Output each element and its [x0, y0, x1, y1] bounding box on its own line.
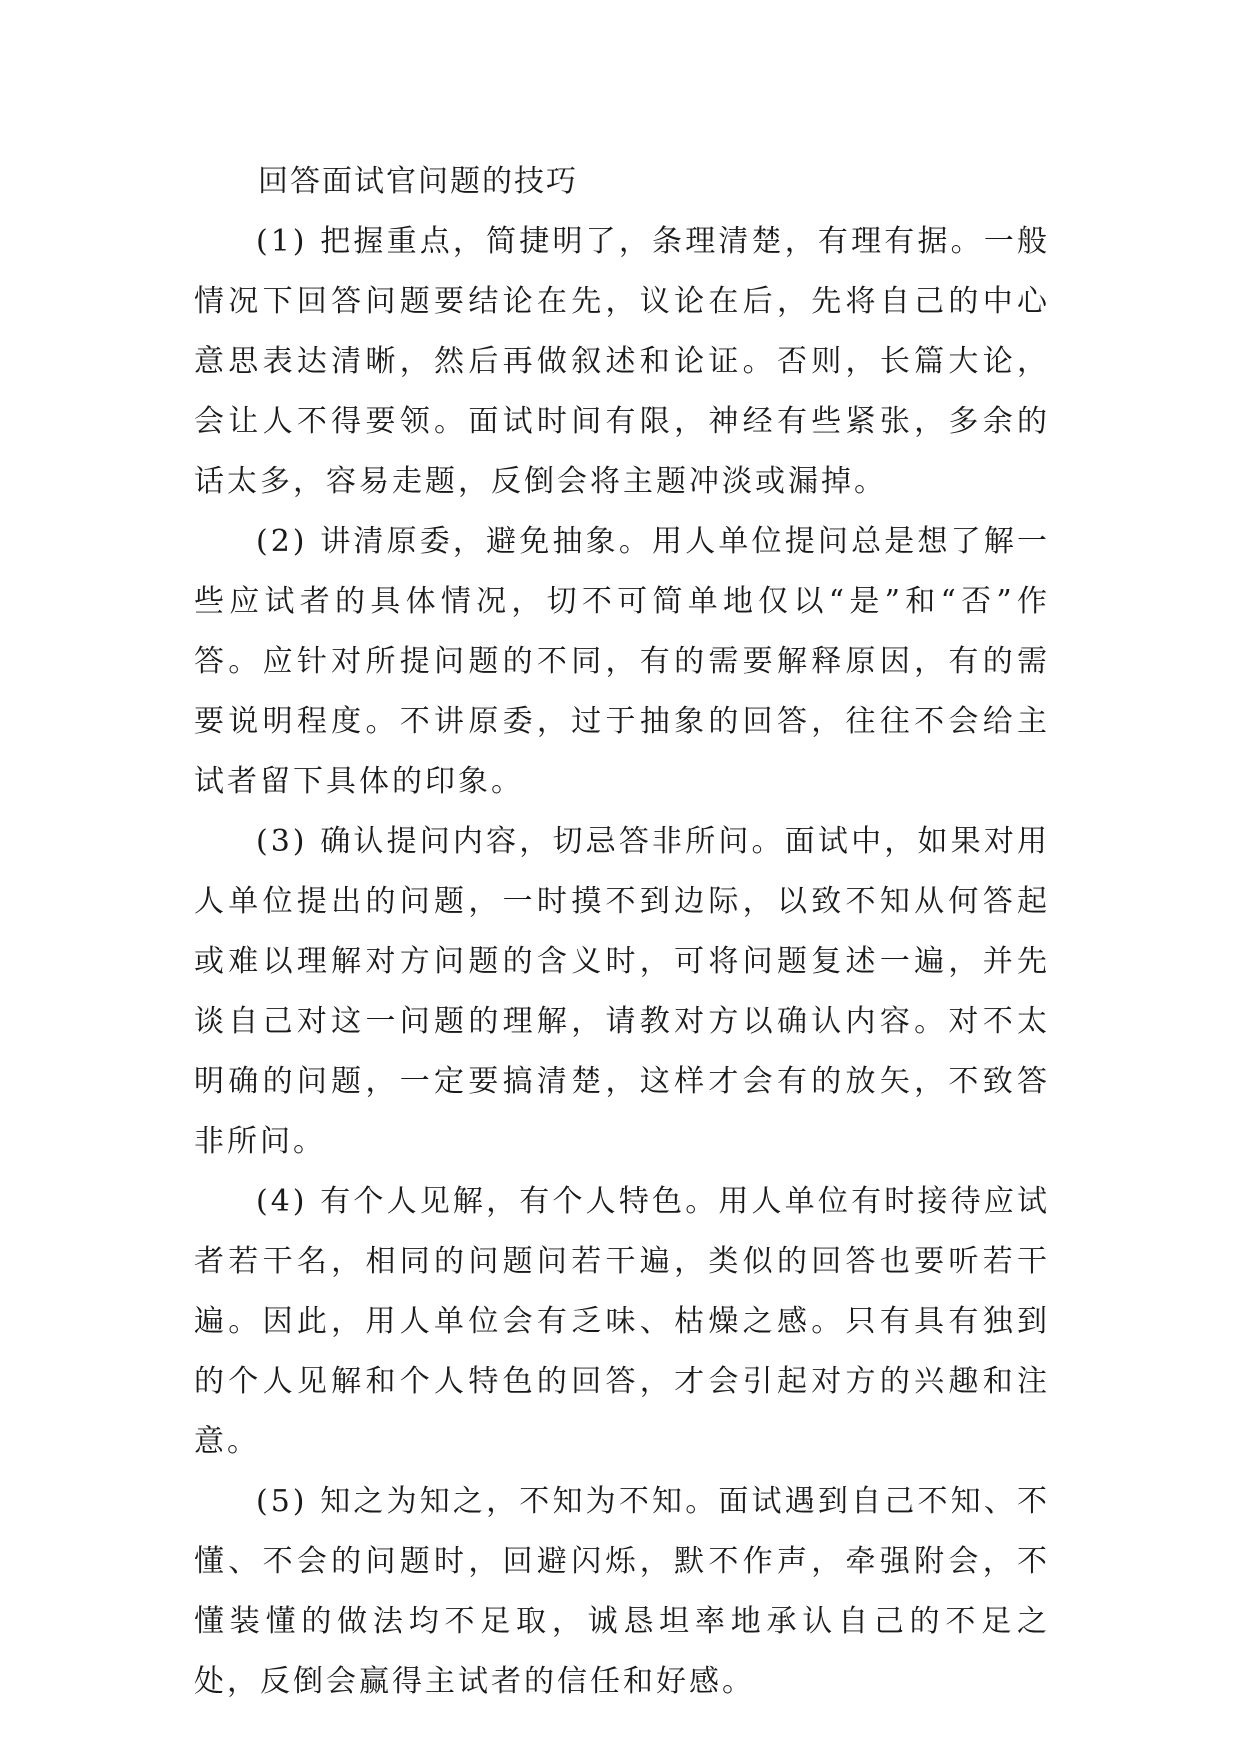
paragraph-1: (1) 把握重点，简捷明了，条理清楚，有理有据。一般情况下回答问题要结论在先，议论在后，先将自己的中心意思表达清晰，然后再做叙述和论证。否则，长篇大论，会让人不得要领。面试时间有限，神经有些紧张，多余的话太多，容易走题，反倒会将主题冲淡或漏掉。	[194, 224, 1050, 499]
document-page	[194, 152, 1050, 1712]
paragraph-5: (5) 知之为知之，不知为不知。面试遇到自己不知、不懂、不会的问题时，回避闪烁，默不作声，牵强附会，不懂装懂的做法均不足取，诚恳坦率地承认自己的不足之处，反倒会赢得主试者的信任和好感。	[194, 1484, 1050, 1699]
paragraph-2: (2) 讲清原委，避免抽象。用人单位提问总是想了解一些应试者的具体情况，切不可简单地仅以“是”和“否”作答。应针对所提问题的不同，有的需要解释原因，有的需要说明程度。不讲原委，过于抽象的回答，往往不会给主试者留下具体的印象。	[194, 524, 1050, 799]
document-title: 回答面试官问题的技巧	[258, 164, 578, 199]
paragraph-3: (3) 确认提问内容，切忌答非所问。面试中，如果对用人单位提出的问题，一时摸不到边际，以致不知从何答起或难以理解对方问题的含义时，可将问题复述一遍，并先 谈自己对这一问题的理解，请教对方以确认内容。对不太明确的问题，一定要搞清楚，这样才会有的放矢，不致答非所问。	[194, 824, 1050, 1159]
paragraph-4: (4) 有个人见解，有个人特色。用人单位有时接待应试者若干名，相同的问题问若干遍，类似的回答也要听若干遍。因此，用人单位会有乏味、枯燥之感。只有具有独到的个人见解和个人特色的回答，才会引起对方的兴趣和注意。	[194, 1184, 1050, 1459]
